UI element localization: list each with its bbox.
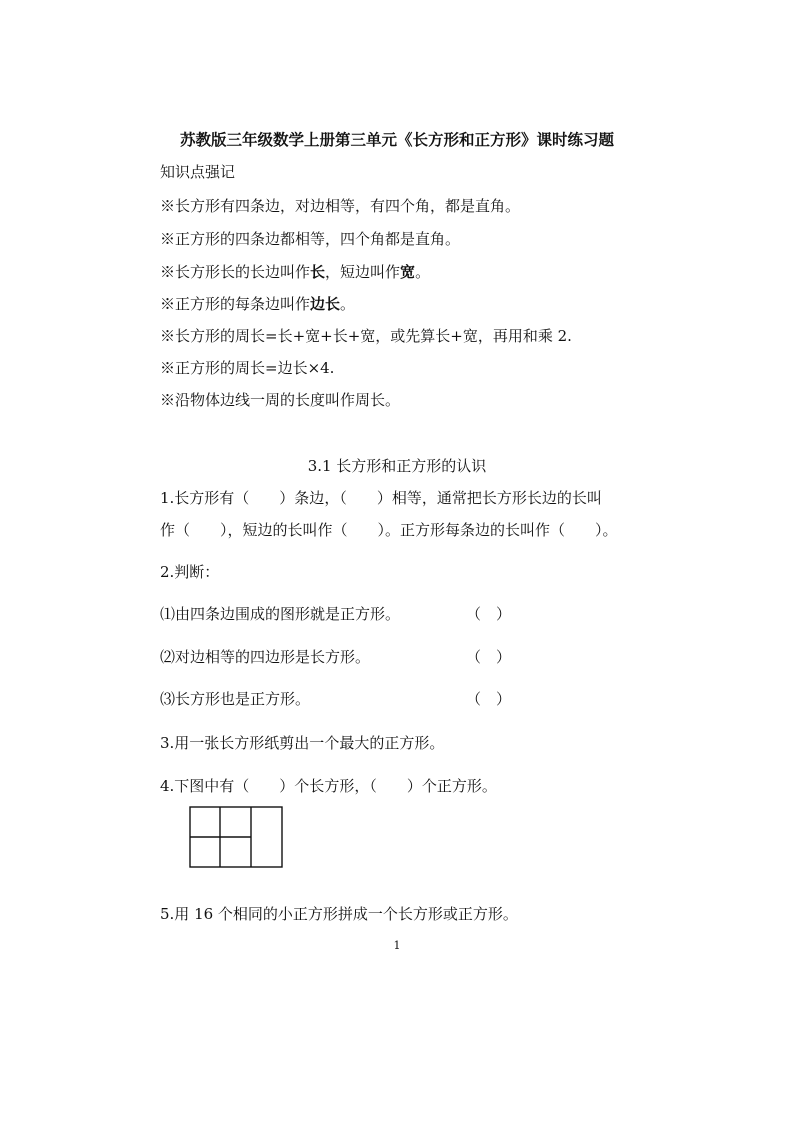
question-2-label: 2.判断： [160, 563, 220, 581]
rectangle-grid-figure [189, 806, 283, 868]
knowledge-item-3-pre: ※长方形长的长边叫作 [160, 263, 311, 281]
document-title: 苏教版三年级数学上册第三单元《长方形和正方形》课时练习题 [179, 130, 614, 149]
knowledge-item-7: ※沿物体边线一周的长度叫作周长。 [160, 391, 401, 409]
knowledge-item-6: ※正方形的周长=边长×4. [160, 359, 335, 377]
term-width: 宽 [400, 263, 416, 281]
question-5: 5.用 16 个相同的小正方形拼成一个长方形或正方形。 [160, 905, 518, 923]
judge-answer-blank-1: （ ） [466, 605, 512, 623]
question-3: 3.用一张长方形纸剪出一个最大的正方形。 [160, 734, 445, 752]
page-number: 1 [393, 939, 401, 952]
knowledge-heading: 知识点强记 [160, 163, 236, 181]
judge-answer-blank-2: （ ） [466, 648, 512, 666]
knowledge-item-4 [160, 294, 355, 314]
judge-answer-blank-3: （ ） [466, 690, 512, 708]
knowledge-item-3-mid: ，短边叫作 [325, 263, 401, 281]
term-long: 长 [310, 263, 326, 281]
term-side-length: 边长 [310, 295, 341, 313]
knowledge-item-5: ※长方形的周长=长+宽+长+宽，或先算长+宽，再用和乘 2. [160, 327, 572, 345]
knowledge-item-1: ※长方形有四条边，对边相等，有四个角，都是直角。 [160, 197, 521, 215]
knowledge-item-4-post: 。 [340, 295, 356, 313]
knowledge-item-3 [160, 262, 430, 282]
judge-item-1: ⑴由四条边围成的图形就是正方形。 [160, 605, 401, 623]
question-1-line-2: 作（ ），短边的长叫作（ ）。正方形每条边的长叫作（ ）。 [160, 521, 618, 539]
question-1-line-1: 1.长方形有（ ）条边，（ ）相等，通常把长方形长边的长叫 [160, 489, 602, 507]
knowledge-item-4-pre: ※正方形的每条边叫作 [160, 295, 311, 313]
question-4: 4.下图中有（ ）个长方形，（ ）个正方形。 [160, 777, 497, 795]
section-title: 3.1 长方形和正方形的认识 [307, 457, 487, 475]
knowledge-item-2: ※正方形的四条边都相等，四个角都是直角。 [160, 230, 461, 248]
judge-item-2: ⑵对边相等的四边形是长方形。 [160, 648, 371, 666]
judge-item-3: ⑶长方形也是正方形。 [160, 690, 311, 708]
knowledge-item-3-post: 。 [415, 263, 431, 281]
